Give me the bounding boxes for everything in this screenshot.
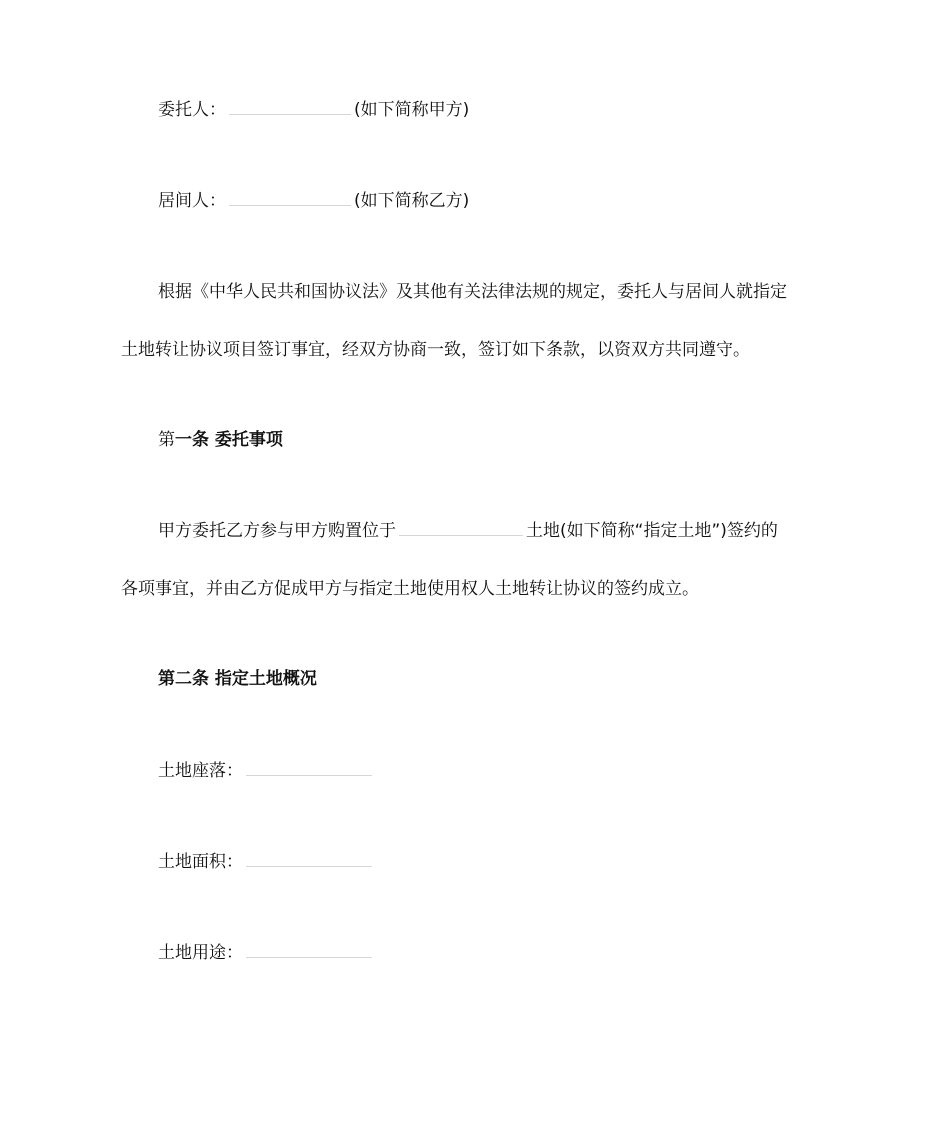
land-area-label: 土地面积： [158, 852, 243, 872]
article2-heading: 第二条 指定土地概况 [158, 669, 317, 689]
land-area-line [158, 850, 375, 874]
article1-line-1 [158, 519, 778, 543]
land-location-field[interactable] [246, 761, 372, 776]
client-name-blank[interactable] [229, 100, 351, 115]
land-location-blank[interactable] [399, 521, 523, 536]
broker-note: (如下简称乙方) [354, 191, 470, 211]
article1-text-a: 甲方委托乙方参与甲方购置位于 [158, 521, 396, 541]
client-line [158, 98, 469, 122]
land-area-field[interactable] [246, 852, 372, 867]
article1-line-2: 各项事宜，并由乙方促成甲方与指定土地使用权人土地转让协议的签约成立。 [121, 579, 699, 599]
preamble-line-2: 土地转让协议项目签订事宜，经双方协商一致，签订如下条款，以资双方共同遵守。 [121, 340, 750, 360]
land-usage-line [158, 941, 375, 965]
article1-prefix: 第 [158, 430, 175, 450]
broker-label: 居间人： [158, 191, 226, 211]
preamble-line-1: 根据《中华人民共和国协议法》及其他有关法律法规的规定，委托人与居间人就指定 [158, 282, 787, 302]
land-usage-label: 土地用途： [158, 943, 243, 963]
client-label: 委托人： [158, 100, 226, 120]
land-usage-field[interactable] [246, 943, 372, 958]
article1-heading [158, 428, 283, 452]
broker-line [158, 189, 469, 213]
article1-title: 一条 委托事项 [175, 430, 283, 450]
article1-text-b: 土地(如下简称“指定土地”)签约的 [526, 521, 778, 541]
land-location-line [158, 759, 375, 783]
broker-name-blank[interactable] [229, 191, 351, 206]
client-note: (如下简称甲方) [354, 100, 470, 120]
land-location-label: 土地座落： [158, 761, 243, 781]
